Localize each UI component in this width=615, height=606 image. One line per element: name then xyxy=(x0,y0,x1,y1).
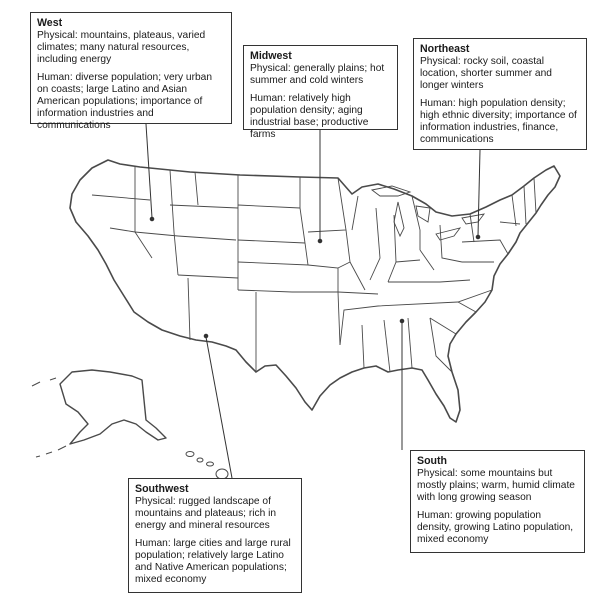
midwest-title: Midwest xyxy=(250,50,292,62)
alaska-outline xyxy=(60,370,166,444)
northeast-human: Human: high population density; high ethnic diversity; importance of information industries, finance, communications xyxy=(420,98,577,145)
west-region-callout xyxy=(30,12,232,131)
midwest-physical: Physical: generally plains; hot summer and cold winters xyxy=(250,63,385,86)
northeast-physical: Physical: rocky soil, coastal location, shorter summer and longer winters xyxy=(420,56,552,91)
south-human: Human: growing population density, growing Latino population, mixed economy xyxy=(417,510,574,545)
midwest-human: Human: relatively high population density; aging industrial base; productive farms xyxy=(250,93,369,140)
south-region-callout xyxy=(410,450,585,553)
midwest-region-callout xyxy=(243,45,398,140)
west-physical: Physical: mountains, plateaus, varied climates; many natural resources, including energy xyxy=(37,30,206,65)
northeast-region-callout xyxy=(413,38,587,150)
northeast-title: Northeast xyxy=(420,43,470,55)
southwest-physical: Physical: rugged landscape of mountains and plateaus; rich in energy and mineral resources xyxy=(135,496,277,531)
southwest-region-callout xyxy=(128,478,302,593)
great-lakes xyxy=(372,186,484,240)
aleutian-islands xyxy=(32,378,66,457)
hawaii-islands xyxy=(186,452,228,480)
west-human: Human: diverse population; very urban on coasts; large Latino and Asian American populations; importance of information industries and communications xyxy=(37,72,212,131)
south-physical: Physical: some mountains but mostly plains; warm, humid climate with long growing season xyxy=(417,468,575,503)
state-boundaries xyxy=(92,167,536,372)
south-title: South xyxy=(417,455,448,467)
west-title: West xyxy=(37,17,63,29)
southwest-human: Human: large cities and large rural population; relatively large Latino and Native American populations; mixed economy xyxy=(135,538,291,585)
southwest-title: Southwest xyxy=(135,483,189,495)
